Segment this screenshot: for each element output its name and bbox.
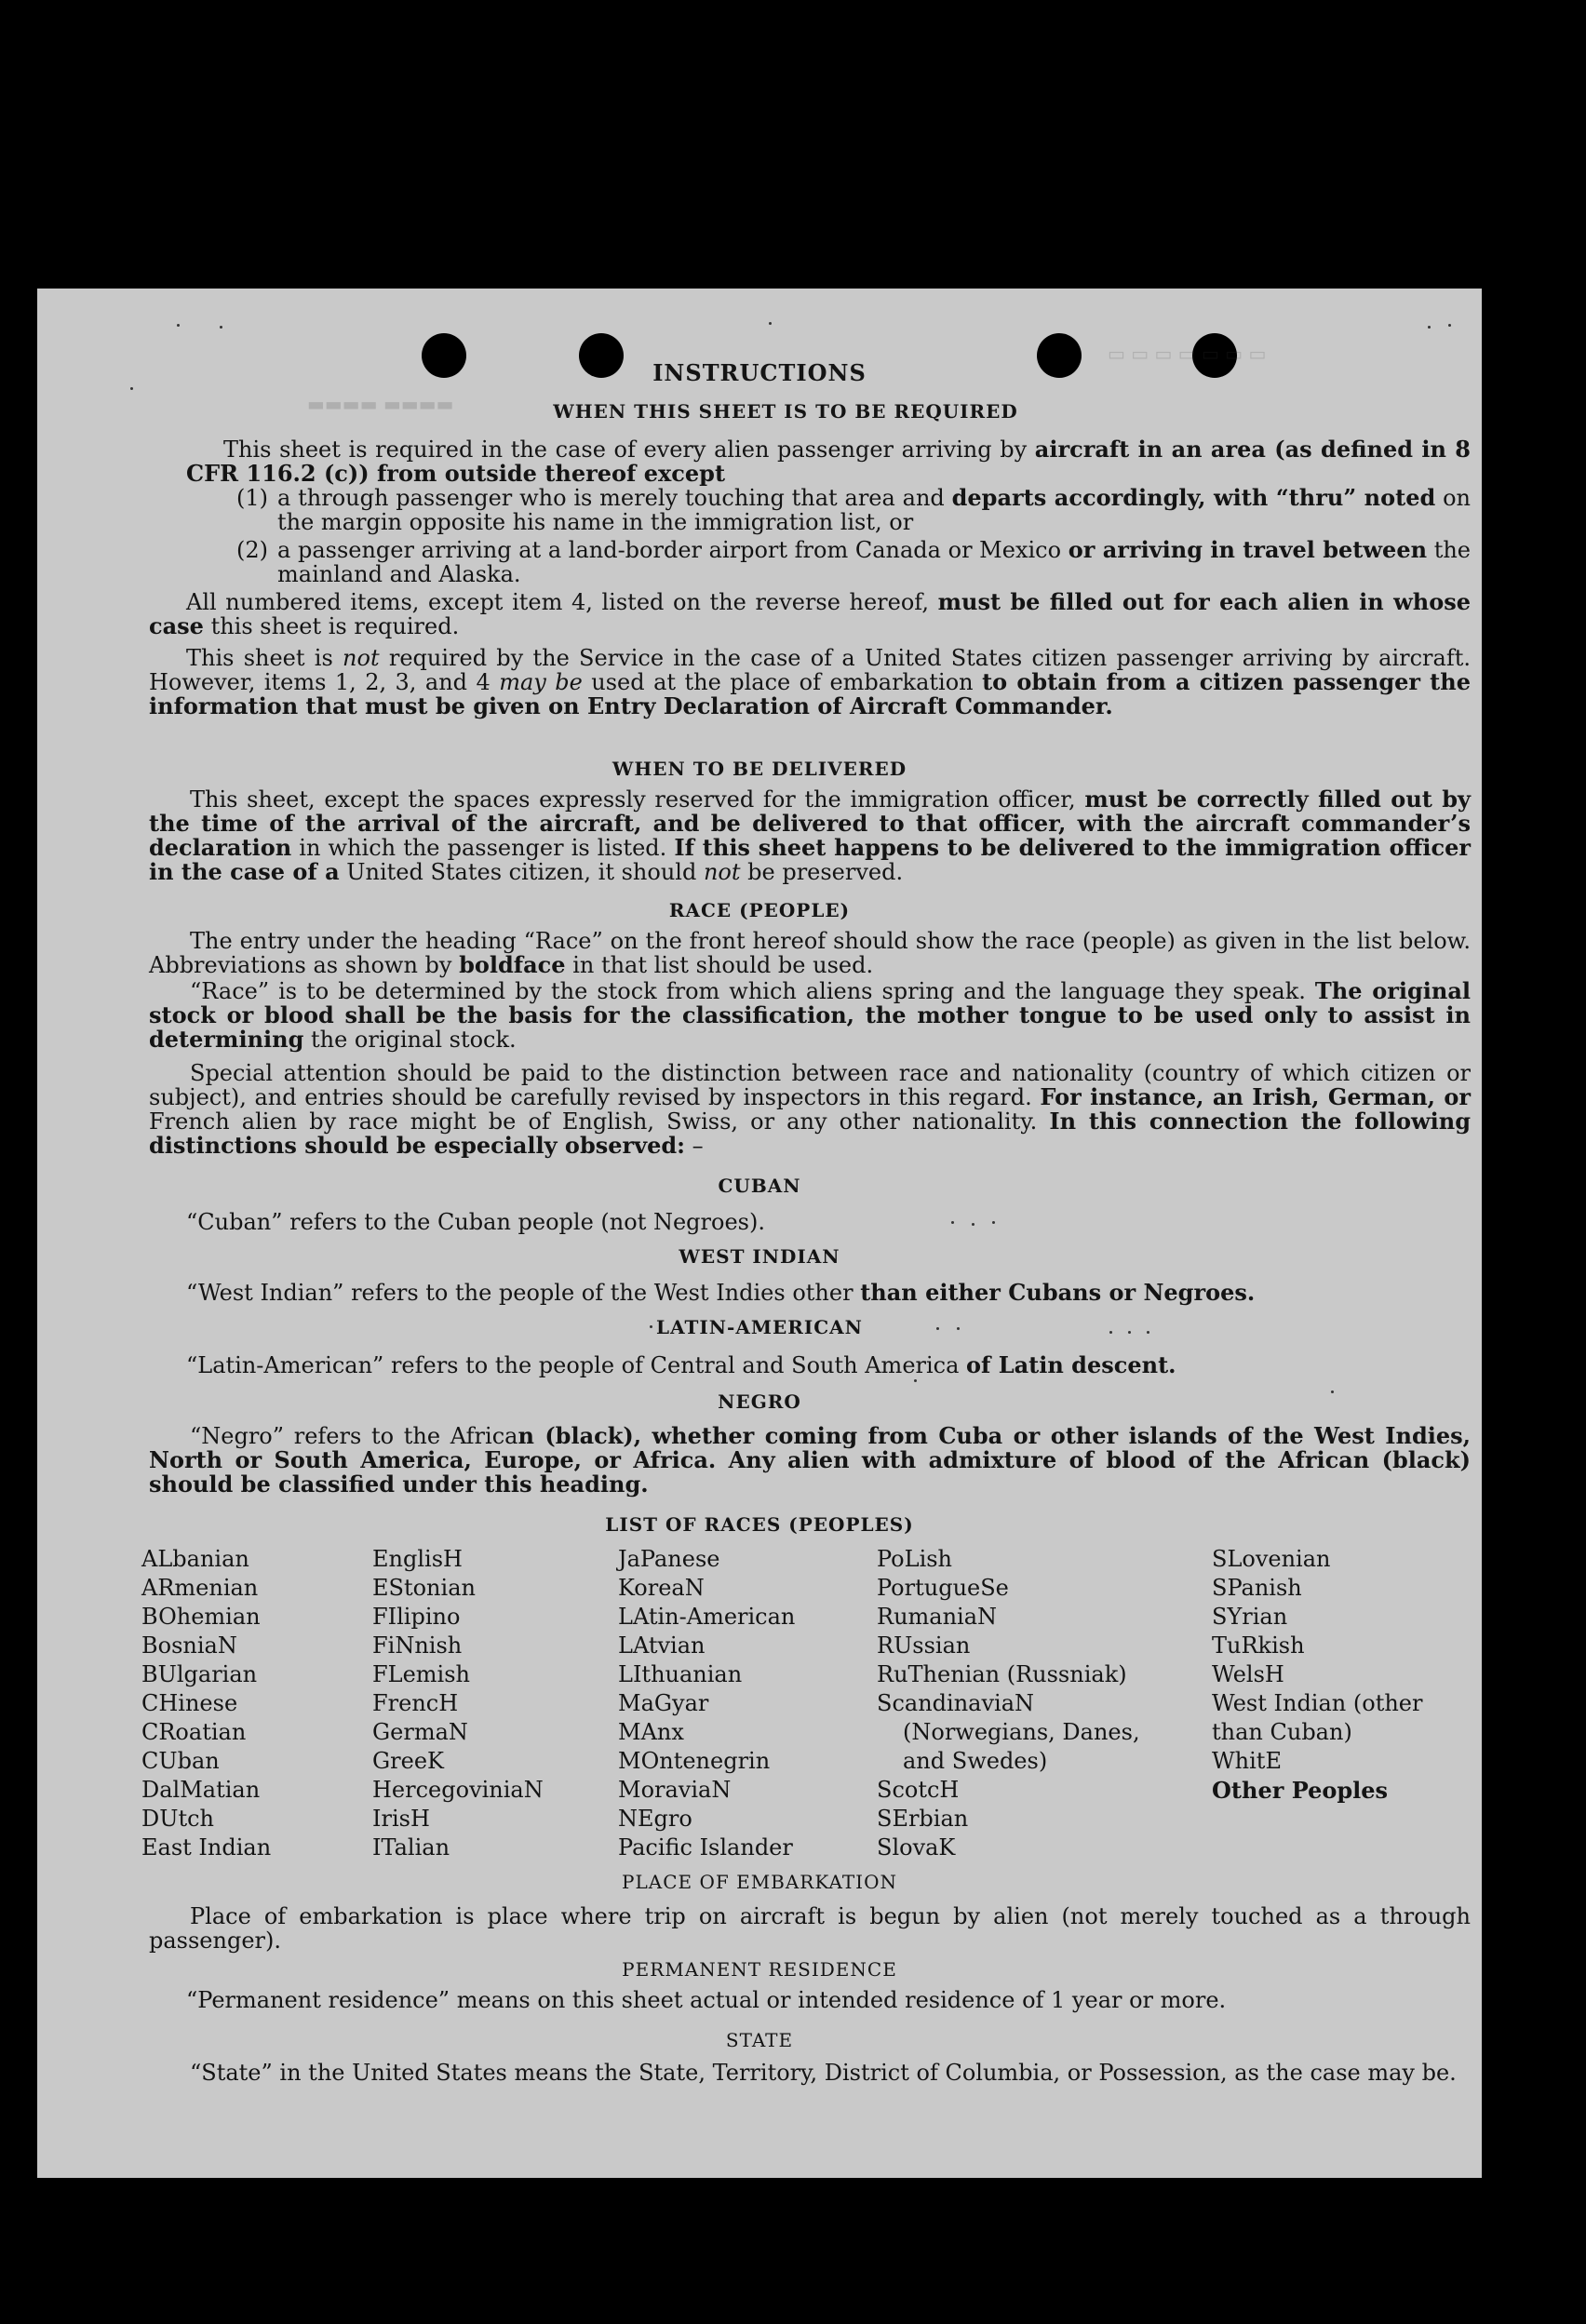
race-item: TuRkish <box>1212 1632 1305 1659</box>
race-item: BUlgarian <box>141 1661 258 1687</box>
race-item: FLemish <box>372 1661 470 1687</box>
negro-text: “Negro” refers to the African (black), whether coming from Cuba or other islands of the West Indies, North or South America, Europe, or Africa. Any alien with admixture of blood of the African (black) should be classified under this heading. <box>149 1422 1472 1498</box>
list-item: (2) a passenger arriving at a land-border airport from Canada or Mexico or arriving in travel between the mainland and Alaska. <box>236 536 1471 587</box>
race-item: ScotcH <box>877 1777 960 1803</box>
race-item: ITalian <box>372 1834 450 1861</box>
race-item: JaPanese <box>618 1546 720 1572</box>
section-heading: STATE <box>725 2029 794 2051</box>
race-item: WelsH <box>1212 1661 1284 1687</box>
permanent-residence-text: “Permanent residence” means on this sheet actual or intended residence of 1 year or more. <box>186 1987 1227 2013</box>
race-column <box>877 1545 1184 1862</box>
section-heading: WHEN THIS SHEET IS TO BE REQUIRED <box>553 400 1018 423</box>
race-item: GermaN <box>372 1719 468 1745</box>
race-item: PortugueSe <box>877 1575 1009 1601</box>
race-list <box>141 1545 1500 1861</box>
section-heading: CUBAN <box>718 1175 801 1197</box>
list-item: (1) a through passenger who is merely touching that area and departs accordingly, with “thru” noted on the margin opposite his name in the immigration list, or <box>236 484 1471 535</box>
race-column <box>372 1545 544 1862</box>
race-item: EStonian <box>372 1575 476 1601</box>
section-heading: WEST INDIAN <box>679 1245 840 1268</box>
race-item: DUtch <box>141 1806 215 1832</box>
section-delivered: This sheet, except the spaces expressly reserved for the immigration officer, must be correctly filled out by the time of the arrival of the aircraft, and be delivered to that officer, with the aircraft commander’s declaration in which the passenger is listed. If this sheet happens to be delivered to the immigration officer in the case of a United States citizen, it should not be preserved. <box>149 786 1472 885</box>
race-item: WhitE <box>1212 1748 1282 1774</box>
state-text: “State” in the United States means the State, Territory, District of Columbia, or Possession, as the case may be. <box>190 2060 1457 2086</box>
paragraph: All numbered items, except item 4, listed on the reverse hereof, must be filled out for each alien in whose case this sheet is required. <box>149 588 1471 639</box>
paragraph: This sheet is not required by the Service in the case of a United States citizen passenger arriving by aircraft. However, items 1, 2, 3, and 4 may be used at the place of embarkation to obtain from a citizen passenger the information that must be given on Entry Declaration of Aircraft Commander. <box>149 645 1471 719</box>
race-item: FIlipino <box>372 1604 461 1630</box>
show-through-mark: ▭ ▭ ▭ ▭ ▭ ▭ ▭ <box>1108 343 1267 365</box>
race-item: MAnx <box>618 1719 684 1745</box>
race-item: Other Peoples <box>1212 1777 1389 1804</box>
section-heading: PERMANENT RESIDENCE <box>622 1958 897 1981</box>
race-item: NEgro <box>618 1806 692 1832</box>
section-heading: LIST OF RACES (PEOPLES) <box>605 1513 914 1536</box>
race-column <box>1212 1545 1463 1805</box>
race-item: Pacific Islander <box>618 1834 793 1861</box>
section-heading: LATIN-AMERICAN <box>656 1316 863 1338</box>
embarkation-text: Place of embarkation is place where trip on aircraft is begun by alien (not merely touched as a through passenger). <box>149 1903 1471 1954</box>
race-item: FrencH <box>372 1690 459 1716</box>
race-item: SErbian <box>877 1806 969 1832</box>
show-through-mark: ▬▬▬▬ ▬▬▬▬ <box>307 393 454 415</box>
section-heading: WHEN TO BE DELIVERED <box>612 758 907 780</box>
race-item: CHinese <box>141 1690 238 1716</box>
race-item: IrisH <box>372 1806 430 1832</box>
race-item: DalMatian <box>141 1777 261 1803</box>
section-heading: NEGRO <box>718 1390 801 1413</box>
race-item: BOhemian <box>141 1604 261 1630</box>
race-item: CRoatian <box>141 1719 247 1745</box>
race-item: SLovenian <box>1212 1546 1331 1572</box>
paragraph: The entry under the heading “Race” on the front hereof should show the race (people) as given in the list below. Abbreviations as shown by boldface in that list should be used. <box>149 928 1471 978</box>
race-item: RuThenian (Russniak) <box>877 1661 1127 1687</box>
race-item: SPanish <box>1212 1575 1302 1601</box>
paragraph: Special attention should be paid to the distinction between race and nationality (country of which citizen or subject), and entries should be carefully revised by inspectors in this regard. For instance, an Irish, German, or French alien by race might be of English, Swiss, or any other nationality. In this connection the following distinctions should be especially observed: – <box>149 1060 1471 1159</box>
race-item: West Indian (other than Cuban) <box>1212 1690 1423 1745</box>
race-item: LIthuanian <box>618 1661 743 1687</box>
race-item: MaGyar <box>618 1690 709 1716</box>
race-item: BosniaN <box>141 1632 237 1659</box>
race-item: MoraviaN <box>618 1777 732 1803</box>
latin-american-text: “Latin-American” refers to the people of Central and South America of Latin descent. <box>186 1351 1176 1378</box>
west-indian-text: “West Indian” refers to the people of the West Indies other than either Cubans or Negroes. <box>186 1279 1256 1306</box>
race-item: SlovaK <box>877 1834 956 1861</box>
race-item: East Indian <box>141 1834 272 1861</box>
race-item: MOntenegrin <box>618 1748 771 1774</box>
section-race <box>149 929 1471 1158</box>
race-item: RUssian <box>877 1632 971 1659</box>
race-item: ALbanian <box>141 1546 249 1572</box>
race-item: LAtin-American <box>618 1604 796 1630</box>
section-heading: RACE (PEOPLE) <box>668 899 851 921</box>
paragraph: This sheet is required in the case of every alien passenger arriving by aircraft in an area (as defined in 8 CFR 116.2 (c)) from outside thereof except <box>186 436 1471 487</box>
race-item: ScandinaviaN (Norwegians, Danes, and Swedes) <box>877 1690 1140 1774</box>
cuban-text: “Cuban” refers to the Cuban people (not Negroes). <box>186 1209 765 1235</box>
race-item: CUban <box>141 1748 220 1774</box>
race-item: LAtvian <box>618 1632 706 1659</box>
paragraph: “Race” is to be determined by the stock from which aliens spring and the language they speak. The original stock or blood shall be the basis for the classification, the mother tongue to be used only to assist in determining the original stock. <box>149 977 1472 1053</box>
race-item: GreeK <box>372 1748 444 1774</box>
race-item: KoreaN <box>618 1575 705 1601</box>
race-item: RumaniaN <box>877 1604 998 1630</box>
race-item: FiNnish <box>372 1632 463 1659</box>
section-heading: PLACE OF EMBARKATION <box>622 1871 897 1893</box>
race-item: EnglisH <box>372 1546 463 1572</box>
section-required <box>149 436 1471 719</box>
race-item: ARmenian <box>141 1575 259 1601</box>
race-item: PoLish <box>877 1546 953 1572</box>
race-column <box>141 1545 271 1862</box>
instruction-sheet <box>37 289 1482 2178</box>
race-item: SYrian <box>1212 1604 1288 1630</box>
page-title: INSTRUCTIONS <box>652 359 867 386</box>
race-item: HercegoviniaN <box>372 1777 544 1803</box>
race-column <box>618 1545 795 1862</box>
